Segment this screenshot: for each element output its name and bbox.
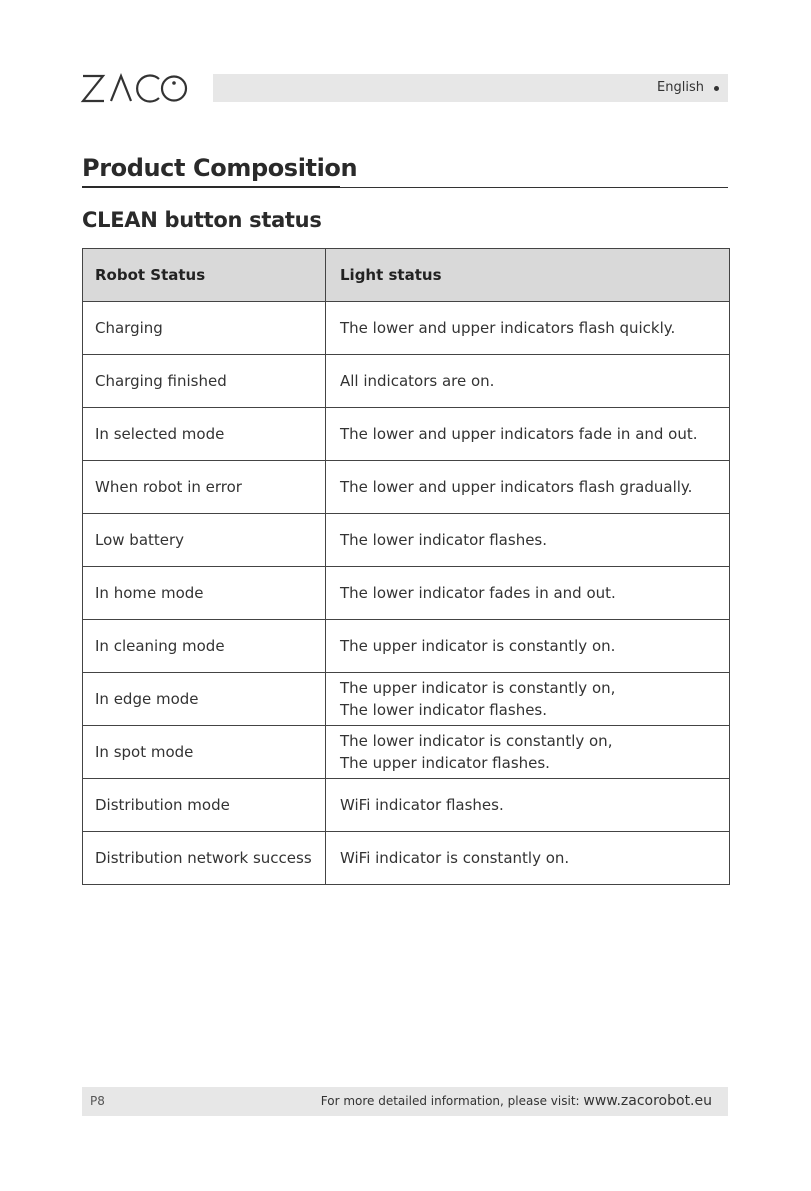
column-header-robot-status: Robot Status bbox=[83, 249, 326, 302]
table-row bbox=[83, 302, 730, 355]
table-row bbox=[83, 355, 730, 408]
light-status-line: WiFi indicator is constantly on. bbox=[340, 849, 570, 867]
robot-status-cell: When robot in error bbox=[83, 461, 326, 514]
zaco-logo-icon bbox=[80, 70, 190, 106]
light-status-line: The lower indicator fades in and out. bbox=[340, 584, 616, 602]
light-status-line: WiFi indicator flashes. bbox=[340, 796, 504, 814]
bullet-dot-icon bbox=[714, 86, 719, 91]
light-status-line: The lower indicator flashes. bbox=[340, 531, 548, 549]
clean-button-status-table bbox=[82, 248, 730, 885]
light-status-cell bbox=[326, 567, 730, 620]
robot-status-cell: Low battery bbox=[83, 514, 326, 567]
website-link[interactable]: www.zacorobot.eu bbox=[583, 1093, 712, 1109]
robot-status-cell: Charging finished bbox=[83, 355, 326, 408]
light-status-line: The upper indicator flashes. bbox=[340, 754, 550, 772]
table-row bbox=[83, 779, 730, 832]
table-row bbox=[83, 514, 730, 567]
table-row bbox=[83, 408, 730, 461]
robot-status-cell: In home mode bbox=[83, 567, 326, 620]
light-status-cell bbox=[326, 408, 730, 461]
robot-status-cell: Distribution mode bbox=[83, 779, 326, 832]
column-header-light-status: Light status bbox=[326, 249, 730, 302]
light-status-line: The lower and upper indicators flash gradually. bbox=[340, 478, 693, 496]
table-row bbox=[83, 673, 730, 726]
light-status-cell bbox=[326, 726, 730, 779]
light-status-cell bbox=[326, 779, 730, 832]
light-status-line: The lower indicator is constantly on, bbox=[340, 732, 613, 750]
light-status-cell bbox=[326, 514, 730, 567]
table-row bbox=[83, 726, 730, 779]
light-status-cell bbox=[326, 832, 730, 885]
footer-info-text: For more detailed information, please visit: bbox=[320, 1094, 580, 1108]
language-bar bbox=[213, 74, 728, 102]
light-status-cell bbox=[326, 673, 730, 726]
light-status-cell bbox=[326, 461, 730, 514]
robot-status-cell: In edge mode bbox=[83, 673, 326, 726]
light-status-line: The upper indicator is constantly on, bbox=[340, 679, 616, 697]
title-divider bbox=[340, 187, 728, 188]
table-row bbox=[83, 832, 730, 885]
light-status-line: The lower and upper indicators fade in and out. bbox=[340, 425, 698, 443]
light-status-line: The lower indicator flashes. bbox=[340, 701, 548, 719]
section-title: CLEAN button status bbox=[82, 208, 322, 232]
robot-status-cell: In selected mode bbox=[83, 408, 326, 461]
table-row bbox=[83, 461, 730, 514]
light-status-cell bbox=[326, 302, 730, 355]
table-header-row bbox=[83, 249, 730, 302]
light-status-line: All indicators are on. bbox=[340, 372, 495, 390]
table-row bbox=[83, 567, 730, 620]
table-row bbox=[83, 620, 730, 673]
robot-status-cell: Charging bbox=[83, 302, 326, 355]
robot-status-cell: In cleaning mode bbox=[83, 620, 326, 673]
footer-bar bbox=[82, 1087, 728, 1116]
title-underline bbox=[82, 186, 340, 188]
light-status-cell bbox=[326, 355, 730, 408]
footer-info bbox=[321, 1093, 712, 1109]
robot-status-cell: In spot mode bbox=[83, 726, 326, 779]
language-label[interactable]: English bbox=[657, 80, 704, 95]
brand-logo bbox=[80, 70, 190, 106]
light-status-line: The lower and upper indicators flash quickly. bbox=[340, 319, 676, 337]
robot-status-cell: Distribution network success bbox=[83, 832, 326, 885]
light-status-cell bbox=[326, 620, 730, 673]
page-number: P8 bbox=[90, 1094, 105, 1108]
table-body bbox=[83, 302, 730, 885]
page-title: Product Composition bbox=[82, 154, 358, 182]
light-status-line: The upper indicator is constantly on. bbox=[340, 637, 616, 655]
